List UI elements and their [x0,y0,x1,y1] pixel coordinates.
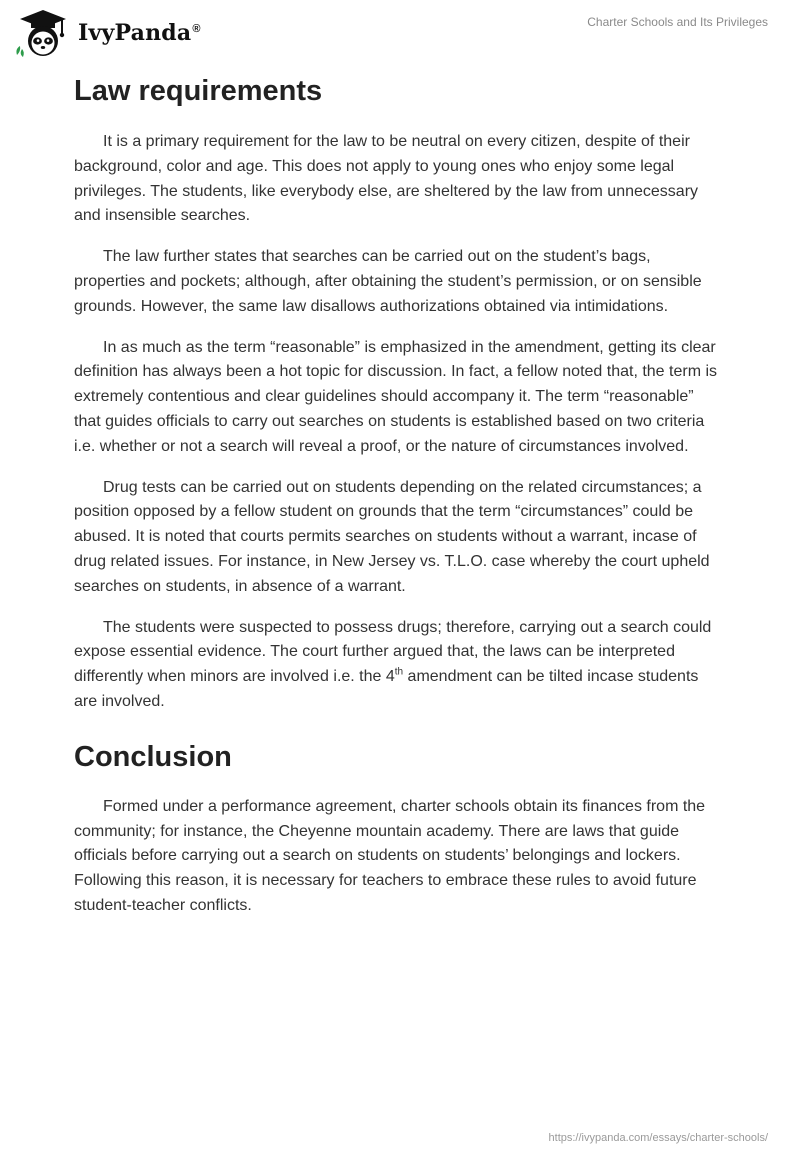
source-url-link[interactable]: https://ivypanda.com/essays/charter-schools/ [548,1132,768,1144]
document-title: Charter Schools and Its Privileges [587,15,768,29]
superscript: th [394,666,404,678]
ivypanda-logo[interactable] [14,8,201,58]
paragraph: Drug tests can be carried out on students depending on the related circumstances; a position opposed by a fellow student on grounds that the term “circumstances” could be abused. It is noted that courts permits searches on students without a warrant, incase of drug related issues. For instance, in New Jersey vs. T.L.O. case whereby the court upheld searches on students, in absence of a warrant. [74,478,710,595]
section-heading-law-requirements: Law requirements [74,75,323,107]
section-heading-conclusion: Conclusion [74,740,232,773]
paragraph: Formed under a performance agreement, charter schools obtain its finances from the community; for instance, the Cheyenne mountain academy. There are laws that guide officials before carrying out a search on students on students’ belongings and lockers. Following this reason, it is necessary for teachers to embrace these rules to avoid future student-teacher conflicts. [74,797,706,914]
paragraph: It is a primary requirement for the law to be neutral on every citizen, despite of their background, color and age. This does not apply to young ones who enjoy some legal privileges. The students, like everybody else, are sheltered by the law from unnecessary and insensible searches. [74,133,699,225]
paragraph-text: amendment can be tilted incase students are involved. [74,668,699,710]
paragraph: The law further states that searches can be carried out on the student’s bags, properties and pockets; although, after obtaining the student’s permission, or on sensible grounds. However, the same law disallows authorizations obtained via intimidations. [74,248,702,315]
registered-mark: ® [192,22,201,35]
paragraph [74,616,724,715]
article-body [74,70,724,919]
paragraph: In as much as the term “reasonable” is emphasized in the amendment, getting its clear definition has always been a hot topic for discussion. In fact, a fellow noted that, the term is extremely contentious and clear guidelines should accompany it. The term “reasonable” that guides officials to carry out searches on students is established based on two criteria i.e. whether or not a search will reveal a proof, or the nature of circumstances involved. [74,338,718,455]
paragraph-text: The students were suspected to possess drugs; therefore, carrying out a search could expose essential evidence. The court further argued that, the laws can be interpreted differently when minors are involved i.e. the 4 [74,618,712,686]
logo-wordmark: IvyPanda® [78,20,201,46]
page-header [0,0,800,64]
panda-mascot-icon [14,8,72,58]
